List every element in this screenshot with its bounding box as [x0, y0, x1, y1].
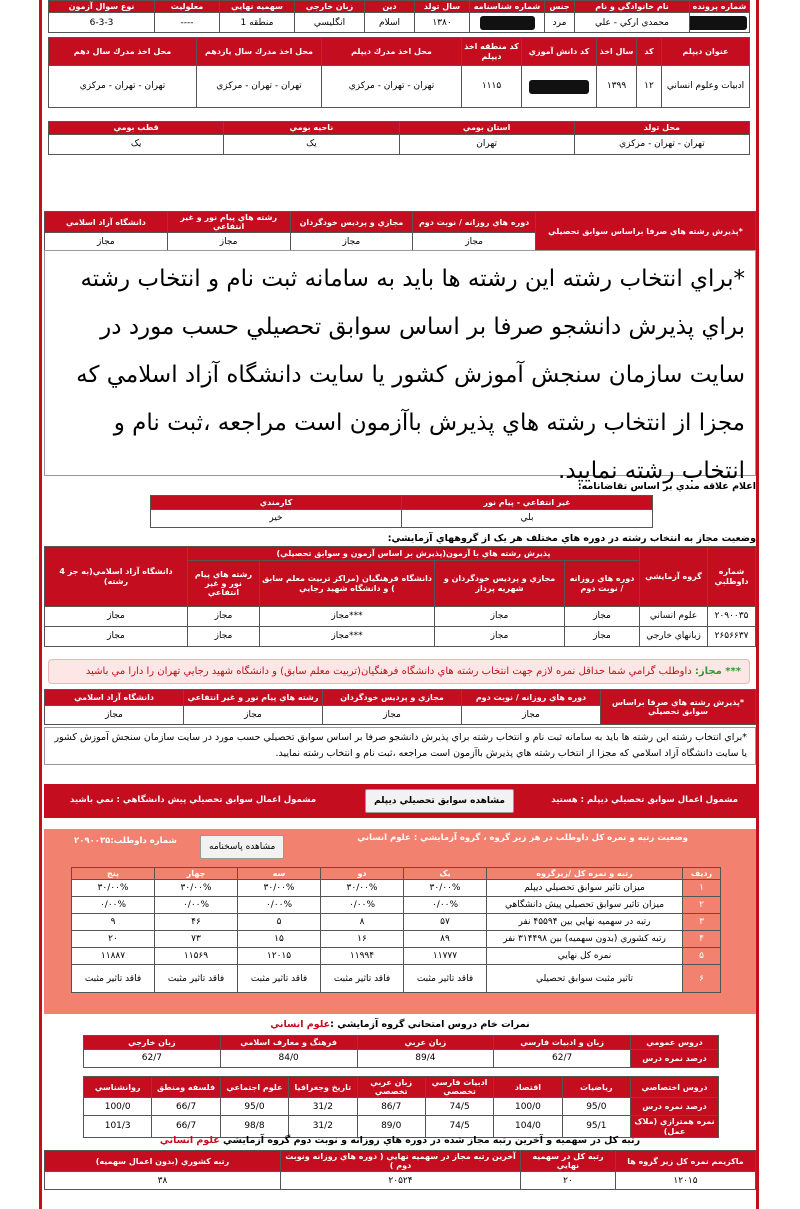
- table-row: [72, 931, 721, 948]
- records-note-small: *براي انتخاب رشته اين رشته ها بايد به سامانه ثبت نام و انتخاب رشته براي پذيرش دانشجو صرفا بر اساس سوابق تحصيلي حسب مورد در سايت سازمان سنجش آموزش كشور يا سايت دانشگاه آزاد اسلامي كه مجزا از انتخاب رشته هاي پذيرش باآزمون است مراجعه ،ثبت نام و انتخاب رشته نماييد.: [44, 727, 756, 765]
- rank-title-text: وضعيت رتبه و نمره كل داوطلب در هر زير گروه ، گروه آزمايشي :: [413, 833, 688, 843]
- cell: 100/0: [494, 1098, 562, 1116]
- district-code-value: ۱۱۱۵: [462, 66, 522, 108]
- col-philosophy: فلسفه ومنطق: [152, 1077, 220, 1098]
- records-only-block-2: [44, 689, 756, 725]
- cell: 95/0: [220, 1098, 288, 1116]
- col-district-code: كد منطقه اخذ ديپلم: [462, 38, 522, 66]
- col-native-pole: قطب بومي: [49, 122, 224, 135]
- year-value: ۱۳۹۹: [597, 66, 637, 108]
- col-test-group: گروه آزمايشي: [640, 547, 708, 607]
- col-quota: سهميه نهايي: [220, 1, 295, 13]
- diploma-place-value: تهران - تهران - مركزي: [322, 66, 462, 108]
- records-only-block: [44, 211, 756, 251]
- col-math: رياضيات: [562, 1077, 630, 1098]
- cell: مجاز: [187, 627, 259, 647]
- cell: ۵: [683, 948, 721, 965]
- col-sub2: دو: [321, 868, 404, 880]
- col-daily-night: دوره هاي روزانه / نوبت دوم: [565, 561, 640, 607]
- cell: ۰/۰۰%: [72, 897, 155, 914]
- col-id-number: شماره شناسنامه: [470, 1, 545, 13]
- disability-value: ----: [155, 13, 220, 33]
- col-student-code: كد دانش آموزي: [522, 38, 597, 66]
- col-national-rank: رتبه كشوري (بدون اعمال سهميه): [45, 1151, 281, 1172]
- col-diploma-place: محل اخذ مدرك ديپلم: [322, 38, 462, 66]
- cell: 104/0: [494, 1116, 562, 1137]
- cell: ۸۹: [404, 931, 487, 948]
- col-birth-place: محل تولد: [574, 122, 749, 135]
- col-history-geo: تاريخ وجغرافيا: [289, 1077, 357, 1098]
- cell: ۰/۰۰%: [155, 897, 238, 914]
- cell: ۲۰: [521, 1172, 616, 1190]
- row-label: درصد نمره درس: [631, 1050, 719, 1068]
- pre-university-records-status: مشمول اعمال سوابق تحصيلي پيش دانشگاهي : نمي باشيد: [70, 795, 317, 805]
- table-row: [45, 627, 756, 647]
- cell: 74/5: [425, 1116, 493, 1137]
- col-native-region: ناحيه بومي: [224, 122, 399, 135]
- rank-title: [357, 833, 688, 843]
- interest-title: اعلام علاقه مندي بر اساس تقاضانامه:: [577, 481, 756, 492]
- col-daily-2: دوره هاي روزانه / نوبت دوم: [462, 690, 601, 706]
- diploma-title-value: ادبيات وعلوم انساني: [662, 66, 750, 108]
- cell: زبانهاي خارجي: [640, 627, 708, 647]
- student-code-value: [522, 66, 597, 108]
- table-row: [72, 880, 721, 897]
- table-row: [72, 948, 721, 965]
- col-persian: زبان و ادبيات فارسي: [494, 1036, 631, 1050]
- daily-value: مجاز: [413, 233, 536, 251]
- col-arabic: زبان عربي: [357, 1036, 494, 1050]
- col-11th-place: محل اخذ مدرك سال يازدهم: [197, 38, 322, 66]
- rank-group: علوم انساني: [357, 833, 411, 843]
- last-rank-title-text: رتبه كل در سهميه و آخرين رتبه مجاز شده در دوره هاي روزانه و نوبت دوم گروه آزمايشي: [223, 1135, 641, 1146]
- view-diploma-records-button[interactable]: مشاهده سوابق تحصيلي ديپلم: [365, 789, 514, 813]
- birth-place-value: تهران - تهران - مركزي: [574, 135, 749, 155]
- cell: 74/5: [425, 1098, 493, 1116]
- cell: ۲۰۹۰۰۳۵: [708, 607, 756, 627]
- col-final-quota-rank: رتبه كل در سهميه نهايي: [521, 1151, 616, 1172]
- farhangian-notice: [48, 659, 750, 684]
- col-10th-place: محل اخذ مدرك سال دهم: [49, 38, 197, 66]
- col-payamnoor-nonprofit: رشته هاي پيام نور و غير انتفاعي: [187, 561, 259, 607]
- col-farhangian: دانشگاه فرهنگيان (مراكز تربيت معلم سابق ) و دانشگاه شهيد رجايي: [260, 561, 435, 607]
- col-candidate-id: شماره داوطلبي: [708, 547, 756, 607]
- col-max-score: ماكزيمم نمره كل زير گروه ها: [616, 1151, 756, 1172]
- cell: 98/8: [220, 1116, 288, 1137]
- id-number-value: [470, 13, 545, 33]
- cell: ميزان تاثير سوابق تحصيلي ديپلم: [487, 880, 683, 897]
- native-province-value: تهران: [399, 135, 574, 155]
- cell: فاقد تاثير مثبت: [155, 965, 238, 993]
- col-azad-uni: دانشگاه آزاد اسلامي(به جز 4 رشته): [45, 547, 188, 607]
- cell: تاثير مثبت سوابق تحصيلي: [487, 965, 683, 993]
- cell: 84/0: [220, 1050, 357, 1068]
- cell: فاقد تاثير مثبت: [238, 965, 321, 993]
- cell: ۵: [238, 914, 321, 931]
- last-rank-title: [44, 1135, 756, 1146]
- raw-group: علوم انساني: [270, 1019, 331, 1030]
- cell: ۰/۰۰%: [404, 897, 487, 914]
- col-nonprofit-payamnoor: غير انتفاعي - پيام نور: [402, 496, 653, 510]
- 11th-place-value: تهران - تهران - مركزي: [197, 66, 322, 108]
- religion-value: اسلام: [365, 13, 415, 33]
- cell: ۳۰/۰۰%: [404, 880, 487, 897]
- cell: ۱: [683, 880, 721, 897]
- last-rank-group: علوم انساني: [159, 1135, 220, 1146]
- col-social: علوم اجتماعي: [220, 1077, 288, 1098]
- cell: ۲۰: [72, 931, 155, 948]
- azad-value: مجاز: [45, 233, 168, 251]
- table-row: [72, 914, 721, 931]
- question-type-value: 6-3-3: [49, 13, 155, 33]
- cell: مجاز: [435, 607, 565, 627]
- cell: ۱۲۰۱۵: [616, 1172, 756, 1190]
- cell: ۳۰/۰۰%: [72, 880, 155, 897]
- cell: ۹: [72, 914, 155, 931]
- col-file-number: شماره پرونده: [690, 1, 750, 13]
- col-daily: دوره هاي روزانه / نوبت دوم: [413, 212, 536, 233]
- cell: ***مجاز: [260, 607, 435, 627]
- col-rank-title: رتبه و نمره كل /زيرگروه: [487, 868, 683, 880]
- col-disability: معلوليت: [155, 1, 220, 13]
- col-azad-2: دانشگاه آزاد اسلامي: [45, 690, 184, 706]
- col-sex: جنس: [545, 1, 575, 13]
- col-native-province: استان بومي: [399, 122, 574, 135]
- notice-text: داوطلب گرامي شما حداقل نمره لازم جهت انتخاب رشته هاي دانشگاه فرهنگيان(تربيت معلم سابق) و دانشگاه شهيد رجايي تهران را دارا مي باشيد: [85, 666, 695, 677]
- raw-title: [44, 1019, 756, 1030]
- cell: ۳۰/۰۰%: [155, 880, 238, 897]
- col-row: رديف: [683, 868, 721, 880]
- cell: ۱۱۵۶۹: [155, 948, 238, 965]
- cell: رتبه در سهميه نهايي بين ۴۵۵۹۴ نفر: [487, 914, 683, 931]
- records-note-large: *براي انتخاب رشته اين رشته ها بايد به سامانه ثبت نام و انتخاب رشته براي پذيرش دانشجو صرفا بر اساس سوابق تحصيلي حسب مورد در سايت سازمان سنجش آموزش كشور يا سايت دانشگاه آزاد اسلامي كه مجزا از انتخاب رشته هاي پذيرش باآزمون است مراجعه ،ثبت نام و انتخاب رشته نماييد.: [44, 250, 756, 476]
- personal-info: [48, 0, 750, 33]
- daily-value-2: مجاز: [462, 706, 601, 725]
- col-sub4: چهار: [155, 868, 238, 880]
- cell: 89/0: [357, 1116, 425, 1137]
- view-answer-sheet-button[interactable]: مشاهده پاسخنامه: [200, 835, 284, 859]
- candidate-id-label: شماره داوطلب:۲۰۹۰۰۳۵: [74, 836, 177, 846]
- col-virtual-tuition: مجازي و پرديس خودگردان و شهريه پرداز: [435, 561, 565, 607]
- col-payamnoor-2: رشته هاي پيام نور و غير انتفاعي: [184, 690, 323, 706]
- cell: فاقد تاثير مثبت: [321, 965, 404, 993]
- payamnoor-value-2: مجاز: [184, 706, 323, 725]
- col-persian-lit: ادبيات فارسي تخصصي: [425, 1077, 493, 1098]
- cell: 95/1: [562, 1116, 630, 1137]
- quota-value: منطقه 1: [220, 13, 295, 33]
- cell: فاقد تاثير مثبت: [404, 965, 487, 993]
- redacted-block: [480, 16, 535, 30]
- virtual-value-2: مجاز: [323, 706, 462, 725]
- notice-stars: *** مجاز:: [694, 666, 741, 677]
- payamnoor-value: مجاز: [167, 233, 290, 251]
- cell: ۷۳: [155, 931, 238, 948]
- name-value: محمدي اركي - علي: [575, 13, 690, 33]
- cell: ۱۱۹۹۴: [321, 948, 404, 965]
- status-title: وضعيت مجاز به انتخاب رشته در دوره هاي مختلف هر يک از گروههاي آزمايشي:: [387, 533, 756, 544]
- cell: ۳۸: [45, 1172, 281, 1190]
- cell: مجاز: [565, 627, 640, 647]
- cell: ۲۶۵۶۶۳۷: [708, 627, 756, 647]
- cell: 31/2: [289, 1098, 357, 1116]
- cell: ۱۱۸۸۷: [72, 948, 155, 965]
- native-pole-value: يک: [49, 135, 224, 155]
- cell: ۰/۰۰%: [238, 897, 321, 914]
- cell: مجاز: [45, 627, 188, 647]
- col-exam-admission: پذيرش رشته هاي با آزمون(پذيرش بر اساس آزمون و سوابق تحصيلي): [187, 547, 639, 561]
- col-foreign-language: زبان خارجي: [295, 1, 365, 13]
- code-value: ۱۲: [637, 66, 662, 108]
- status-table: [44, 546, 756, 647]
- cell: ***مجاز: [260, 627, 435, 647]
- cell: مجاز: [565, 607, 640, 627]
- cell: ۴۶: [155, 914, 238, 931]
- table-row: [72, 965, 721, 993]
- col-last-allowed-rank: آخرين رتبه مجاز در سهميه نهايي ( دوره هاي روزانه ونوبت دوم ): [281, 1151, 521, 1172]
- cell: مجاز: [435, 627, 565, 647]
- records-only-label-2: *پذيرش رشته هاي صرفا براساس سوابق تحصيلي: [601, 690, 756, 725]
- col-general-courses: دروس عمومي: [631, 1036, 719, 1050]
- cell: ۸: [321, 914, 404, 931]
- diploma-info: [48, 37, 750, 108]
- cell: 62/7: [84, 1050, 221, 1068]
- cell: ۶: [683, 965, 721, 993]
- row-label: درصد نمره درس: [631, 1098, 719, 1116]
- cell: ۲۰۵۲۴: [281, 1172, 521, 1190]
- cell: 95/0: [562, 1098, 630, 1116]
- native-region-value: يک: [224, 135, 399, 155]
- cell: ۴: [683, 931, 721, 948]
- records-only-label: *پذيرش رشته هاي صرفا براساس سوابق تحصيلي: [536, 212, 756, 251]
- col-special-courses: دروس اختصاصي: [631, 1077, 719, 1098]
- cell: فاقد تاثير مثبت: [72, 965, 155, 993]
- virtual-value: مجاز: [290, 233, 413, 251]
- col-virtual: مجازي و پرديس خودگردان: [290, 212, 413, 233]
- interest-table: [150, 495, 653, 528]
- table-row: [45, 607, 756, 627]
- nonprofit-value: بلي: [402, 510, 653, 528]
- redacted-block: [690, 16, 748, 30]
- general-scores-table: [83, 1035, 719, 1068]
- col-psychology: روانشناسي: [84, 1077, 152, 1098]
- redacted-block: [529, 80, 589, 94]
- employee-value: خير: [151, 510, 402, 528]
- col-sub3: سه: [238, 868, 321, 880]
- raw-title-text: نمرات خام دروس امتحاني گروه آزمايشي :: [330, 1019, 530, 1030]
- cell: ۰/۰۰%: [321, 897, 404, 914]
- cell: ۱۵: [238, 931, 321, 948]
- table-row: [72, 897, 721, 914]
- cell: 31/2: [289, 1116, 357, 1137]
- cell: ۱۶: [321, 931, 404, 948]
- 10th-place-value: تهران - تهران - مركزي: [49, 66, 197, 108]
- col-year: سال اخذ: [597, 38, 637, 66]
- last-rank-table: [44, 1150, 756, 1190]
- col-virtual-2: مجازي و پرديس خودگردان: [323, 690, 462, 706]
- birth-year-value: ۱۳۸۰: [415, 13, 470, 33]
- special-scores-table: [83, 1076, 719, 1138]
- col-arabic-special: زبان عربي تخصصي: [357, 1077, 425, 1098]
- file-number-value: [690, 13, 750, 33]
- foreign-language-value: انگليسي: [295, 13, 365, 33]
- row-label: نمره همترازي (ملاک عمل): [631, 1116, 719, 1137]
- col-diploma-title: عنوان ديپلم: [662, 38, 750, 66]
- cell: نمره كل نهايي: [487, 948, 683, 965]
- cell: ميزان تاثير سوابق تحصيلي پيش دانشگاهي: [487, 897, 683, 914]
- native-info: [48, 121, 750, 155]
- cell: 86/7: [357, 1098, 425, 1116]
- diploma-records-status: مشمول اعمال سوابق تحصيلي ديپلم : هستيد: [551, 795, 738, 805]
- cell: ۱۲۰۱۵: [238, 948, 321, 965]
- rank-table: [71, 867, 721, 993]
- report-frame: [39, 0, 759, 1209]
- cell: مجاز: [45, 607, 188, 627]
- col-code: كد: [637, 38, 662, 66]
- col-payamnoor: رشته هاي پيام نور و غير انتفاعي: [167, 212, 290, 233]
- cell: علوم انساني: [640, 607, 708, 627]
- records-bar: [44, 784, 756, 818]
- cell: ۳۰/۰۰%: [238, 880, 321, 897]
- col-azad: دانشگاه آزاد اسلامي: [45, 212, 168, 233]
- col-sub1: يک: [404, 868, 487, 880]
- col-name: نام خانوادگي و نام: [575, 1, 690, 13]
- col-economics: اقتصاد: [494, 1077, 562, 1098]
- cell: ۱۱۷۷۷: [404, 948, 487, 965]
- col-religion: دين: [365, 1, 415, 13]
- cell: 62/7: [494, 1050, 631, 1068]
- col-islamic: فرهنگ و معارف اسلامي: [220, 1036, 357, 1050]
- cell: 66/7: [152, 1116, 220, 1137]
- col-birth-year: سال تولد: [415, 1, 470, 13]
- cell: ۳: [683, 914, 721, 931]
- sex-value: مرد: [545, 13, 575, 33]
- azad-value-2: مجاز: [45, 706, 184, 725]
- cell: مجاز: [187, 607, 259, 627]
- table-row: [84, 1098, 719, 1116]
- col-foreign: زبان خارجي: [84, 1036, 221, 1050]
- col-sub5: پنج: [72, 868, 155, 880]
- table-row: [84, 1050, 719, 1068]
- cell: 89/4: [357, 1050, 494, 1068]
- cell: 100/0: [84, 1098, 152, 1116]
- table-row: [45, 1172, 756, 1190]
- cell: 66/7: [152, 1098, 220, 1116]
- cell: رتبه كشوري (بدون سهميه) بين ۳۱۴۴۹۸ نفر: [487, 931, 683, 948]
- cell: ۳۰/۰۰%: [321, 880, 404, 897]
- col-employee: كارمندي: [151, 496, 402, 510]
- col-question-type: نوع سوال آزمون: [49, 1, 155, 13]
- rank-section: [44, 829, 756, 1014]
- cell: ۵۷: [404, 914, 487, 931]
- cell: ۲: [683, 897, 721, 914]
- cell: 101/3: [84, 1116, 152, 1137]
